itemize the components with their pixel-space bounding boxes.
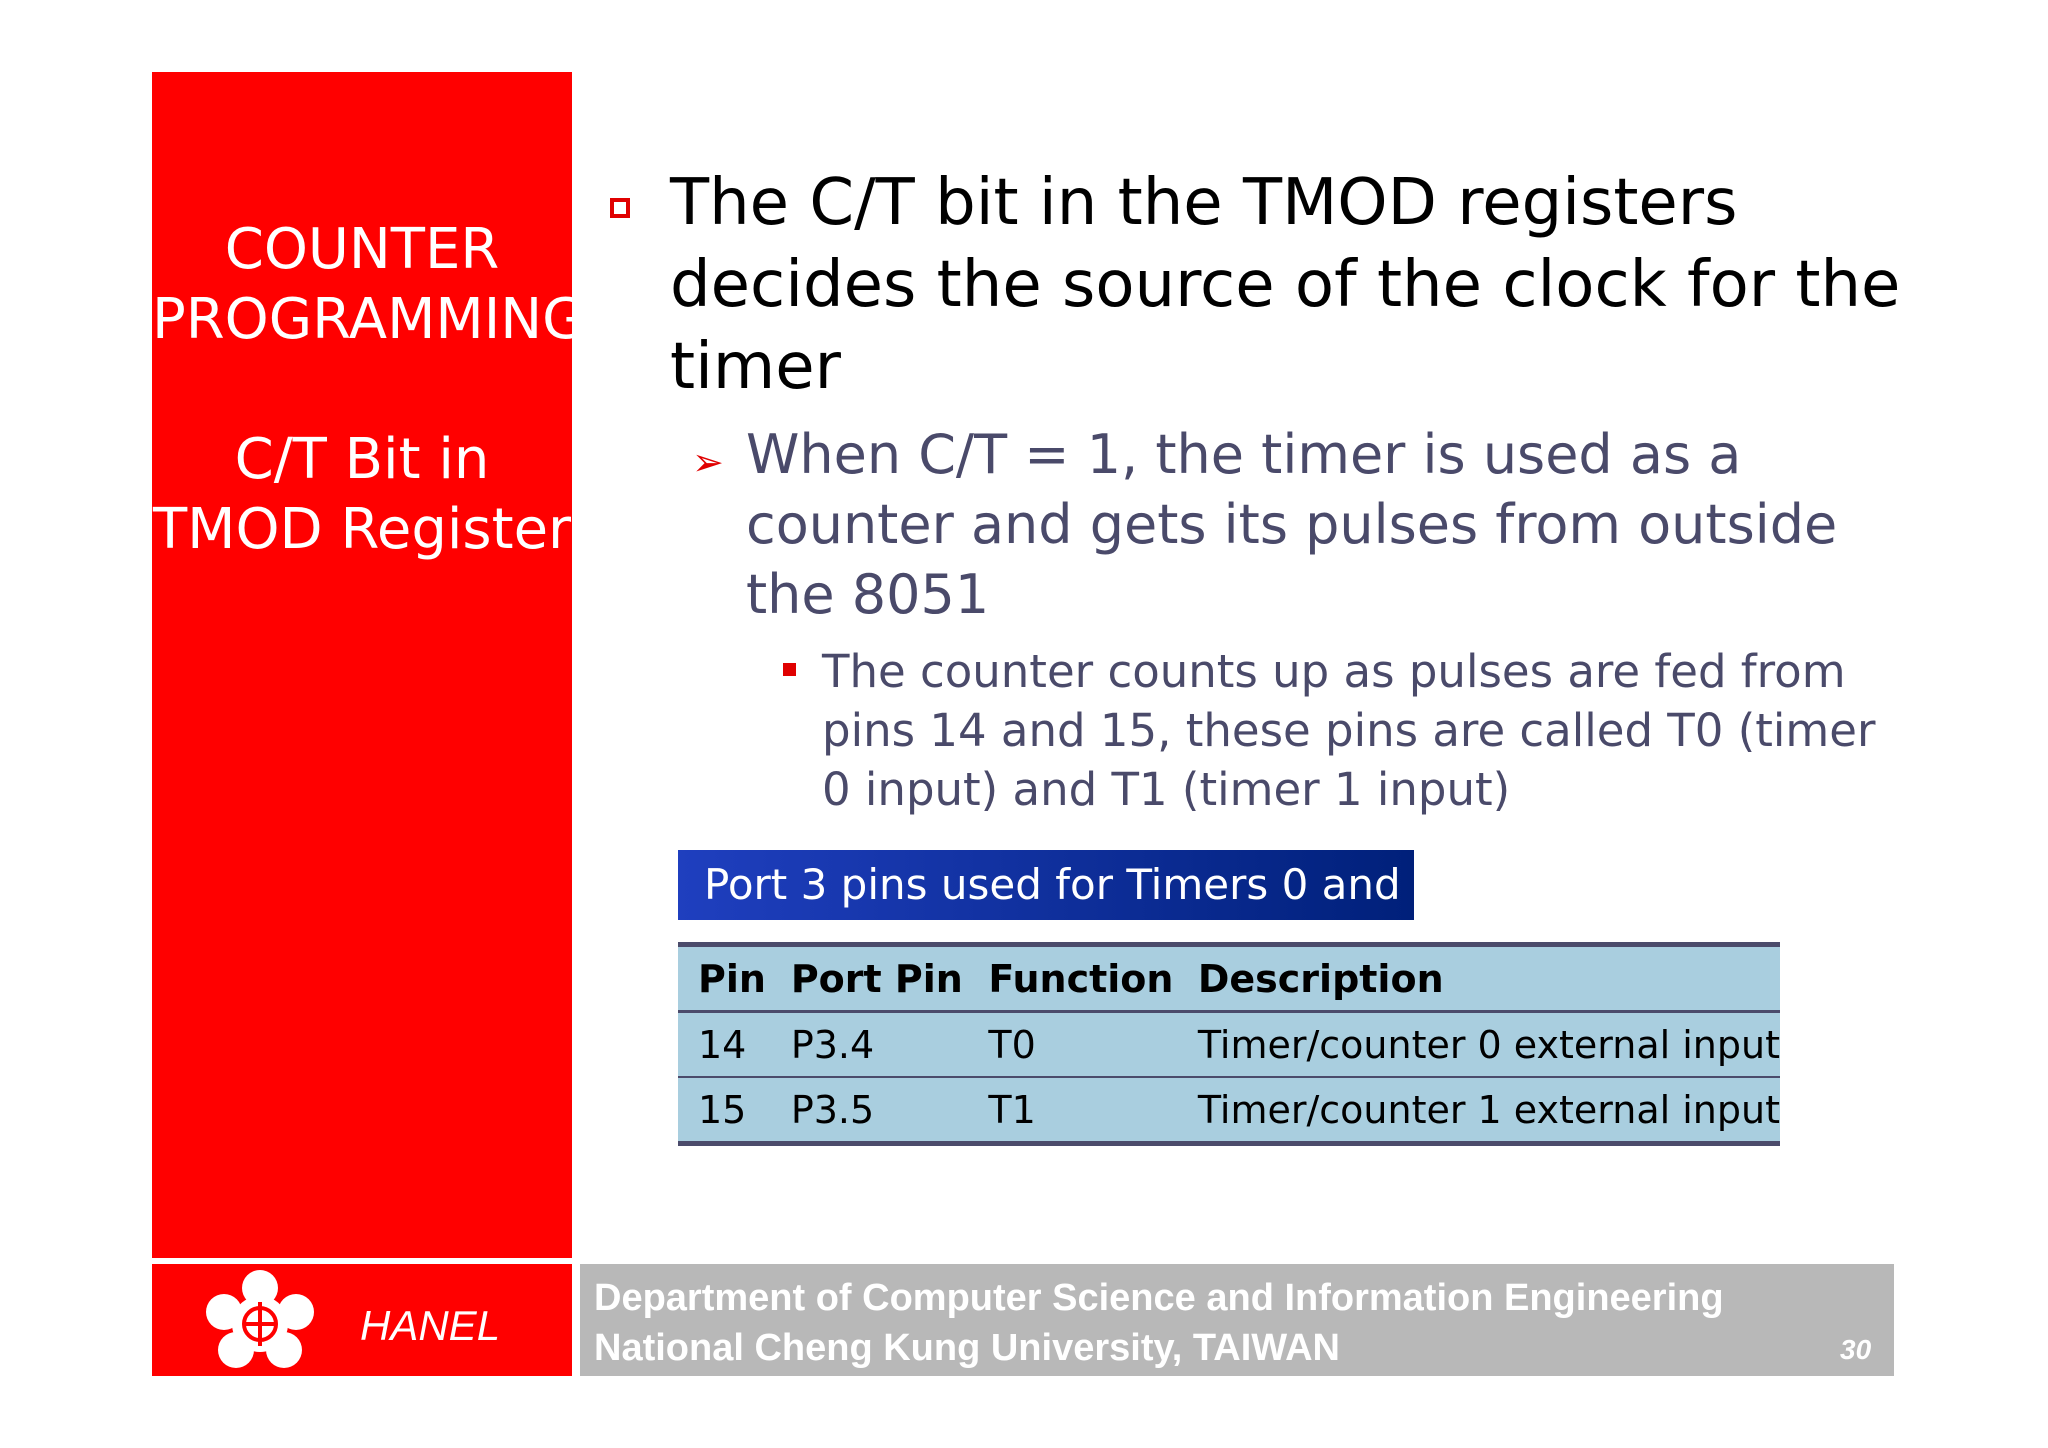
- subsection-title-line: TMOD Register: [152, 497, 572, 562]
- arrowhead-bullet-icon: ➢: [692, 440, 724, 484]
- bullet-level1-line: decides the source of the clock for the: [670, 248, 1901, 322]
- bullet-level2: [746, 420, 1896, 630]
- cell-pin: 14: [678, 1012, 771, 1078]
- section-title-line: PROGRAMMING: [152, 287, 586, 352]
- cell-description: Timer/counter 1 external input: [1197, 1087, 1780, 1132]
- port3-pins-table: [678, 942, 1780, 1146]
- bullet-level3-line: The counter counts up as pulses are fed from: [822, 645, 1846, 698]
- bullet-level1-line: The C/T bit in the TMOD registers: [670, 166, 1738, 240]
- table-row: [678, 1077, 1780, 1144]
- bullet-level2-line: counter and gets its pulses from outside: [746, 493, 1838, 556]
- hollow-square-bullet-icon: [610, 198, 630, 218]
- header-description: Description: [1178, 945, 1780, 1012]
- subsection-title-line: C/T Bit in: [234, 427, 490, 492]
- page-number: 30: [1840, 1334, 1872, 1365]
- cell-port-pin: P3.5: [790, 1087, 875, 1132]
- table-row: [678, 1012, 1780, 1078]
- bullet-level3: [822, 642, 1912, 819]
- bullet-level3-line: pins 14 and 15, these pins are called T0 (timer: [822, 704, 1876, 757]
- bullet-level2-line: When C/T = 1, the timer is used as a: [746, 423, 1742, 486]
- cell-port-pin: P3.4: [771, 1012, 969, 1078]
- bullet-level2-line: the 8051: [746, 563, 990, 626]
- header-port-pin: Port Pin: [771, 945, 969, 1012]
- table-header-row: [678, 945, 1780, 1012]
- bullet-level3-line: 0 input) and T1 (timer 1 input): [822, 763, 1511, 816]
- university-line: National Cheng Kung University, TAIWAN: [594, 1327, 1340, 1369]
- cell-description: Timer/counter 0 external input: [1178, 1012, 1780, 1078]
- header-function: Function: [968, 945, 1177, 1012]
- university-emblem-icon: [200, 1266, 320, 1376]
- header-pin: Pin: [678, 945, 771, 1012]
- bullet-level1: [670, 162, 1910, 408]
- author-label: HANEL: [360, 1302, 501, 1349]
- cell-function: T0: [968, 1012, 1177, 1078]
- cell-pin: 15: [698, 1087, 747, 1132]
- table-caption: Port 3 pins used for Timers 0 and 1: [678, 850, 1414, 920]
- section-title-line: COUNTER: [224, 217, 500, 282]
- department-line: Department of Computer Science and Information Engineering: [594, 1277, 1724, 1319]
- bullet-level1-line: timer: [670, 330, 841, 404]
- subsection-title: [152, 425, 572, 565]
- cell-function: T1: [988, 1087, 1036, 1132]
- section-title: [152, 215, 586, 355]
- filled-square-bullet-icon: [783, 663, 796, 676]
